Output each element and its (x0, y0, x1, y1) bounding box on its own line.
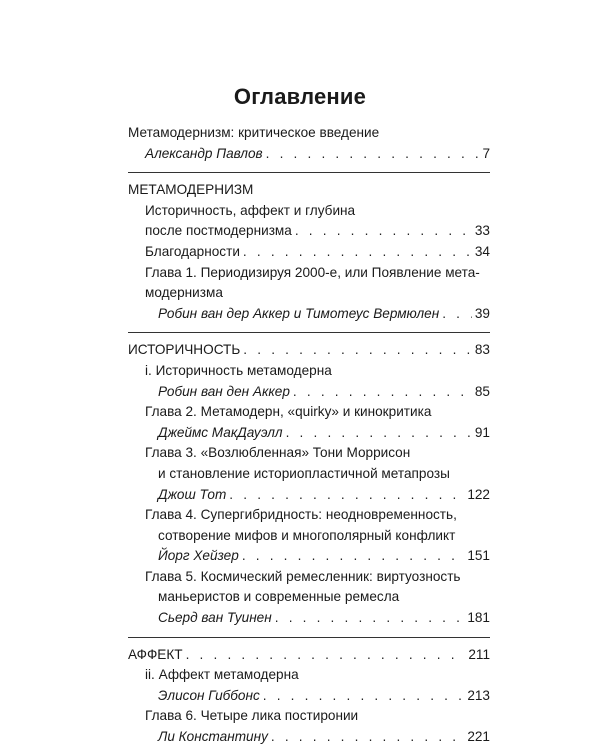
toc-entry[interactable] (128, 144, 490, 165)
leader-dots (295, 221, 472, 242)
toc-page-number: 85 (474, 383, 490, 399)
toc-entry-title: модернизма (145, 285, 223, 301)
toc-page-number: 39 (474, 305, 490, 321)
toc-entry-title: после постмодернизма (145, 223, 292, 239)
toc-page-number: 151 (467, 548, 490, 564)
toc-page-number: 181 (467, 610, 490, 626)
toc-entry[interactable] (128, 242, 490, 263)
leader-dots (263, 686, 465, 707)
toc-entry-title: Глава 1. Периодизируя 2000-е, или Появление мета- (145, 264, 480, 280)
toc-entry-title: Глава 2. Метамодерн, «quirky» и кинокритика (145, 404, 432, 420)
page-title: Оглавление (233, 84, 367, 109)
toc-entry[interactable] (128, 221, 490, 242)
leader-dots (266, 144, 480, 165)
toc-page-number: 83 (474, 342, 490, 358)
toc-entry-title: и становление историопластичной метапрозы (158, 465, 450, 481)
toc-entry-title: Глава 6. Четыре лика постиронии (145, 708, 359, 724)
toc-entry-title: сотворение мифов и многополярный конфликт (158, 527, 456, 543)
section-divider (128, 332, 490, 333)
toc-author: Элисон Гиббонс (158, 687, 260, 703)
toc-entry[interactable] (128, 304, 490, 325)
toc-author: Йорг Хейзер (158, 548, 239, 564)
toc-entry[interactable] (128, 608, 490, 629)
toc-section-heading[interactable] (128, 645, 490, 666)
toc-entry-title: маньеристов и современные ремесла (158, 589, 400, 605)
toc-page-number: 211 (468, 646, 490, 662)
toc-page-number: 7 (482, 145, 490, 161)
toc-page-number: 33 (474, 223, 490, 239)
leader-dots (243, 340, 472, 361)
leader-dots (242, 546, 465, 567)
toc-entry-title: ii. Аффект метамодерна (145, 667, 299, 683)
toc-entry-title: Глава 3. «Возлюбленная» Тони Моррисон (145, 445, 411, 461)
section-divider (128, 637, 490, 638)
leader-dots (229, 485, 464, 506)
toc-entry[interactable] (128, 546, 490, 567)
toc-entry[interactable] (128, 423, 490, 444)
toc-entry-title: Глава 5. Космический ремесленник: виртуозность (145, 568, 461, 584)
toc-page-number: 34 (474, 243, 490, 259)
toc-author: Джеймс МакДауэлл (158, 424, 283, 440)
table-of-contents (128, 123, 490, 748)
toc-section-title: ИСТОРИЧНОСТЬ (128, 342, 241, 358)
toc-author: Джош Тот (158, 486, 227, 502)
leader-dots (186, 645, 466, 666)
toc-entry[interactable] (128, 485, 490, 506)
leader-dots (442, 304, 472, 325)
toc-section-title: АФФЕКТ (128, 646, 183, 662)
leader-dots (243, 242, 472, 263)
toc-page-number: 91 (474, 424, 490, 440)
toc-section-heading[interactable] (128, 340, 490, 361)
toc-author: Сьерд ван Туинен (158, 610, 272, 626)
section-divider (128, 172, 490, 173)
toc-page-number: 213 (467, 687, 490, 703)
toc-entry[interactable] (128, 686, 490, 707)
toc-page-number: 122 (467, 486, 490, 502)
leader-dots (275, 608, 465, 629)
toc-author: Робин ван дер Аккер и Тимотеус Вермюлен (158, 305, 440, 321)
toc-entry[interactable] (128, 382, 490, 403)
leader-dots (286, 423, 472, 444)
toc-author: Ли Константину (158, 729, 268, 745)
leader-dots (293, 382, 472, 403)
toc-author: Александр Павлов (145, 145, 263, 161)
leader-dots (271, 727, 464, 748)
toc-entry-title: Глава 4. Супергибридность: неодновременность, (145, 507, 457, 523)
toc-section-heading[interactable]: МЕТАМОДЕРНИЗМ (128, 182, 254, 198)
toc-entry-title: Благодарности (145, 243, 240, 259)
toc-intro-heading: Метамодернизм: критическое введение (128, 125, 380, 140)
toc-entry-title: i. Историчность метамодерна (145, 362, 332, 378)
toc-entry-title: Историчность, аффект и глубина (145, 202, 356, 218)
toc-author: Робин ван ден Аккер (158, 383, 290, 399)
toc-entry[interactable] (128, 727, 490, 748)
toc-page-number: 221 (467, 729, 490, 745)
